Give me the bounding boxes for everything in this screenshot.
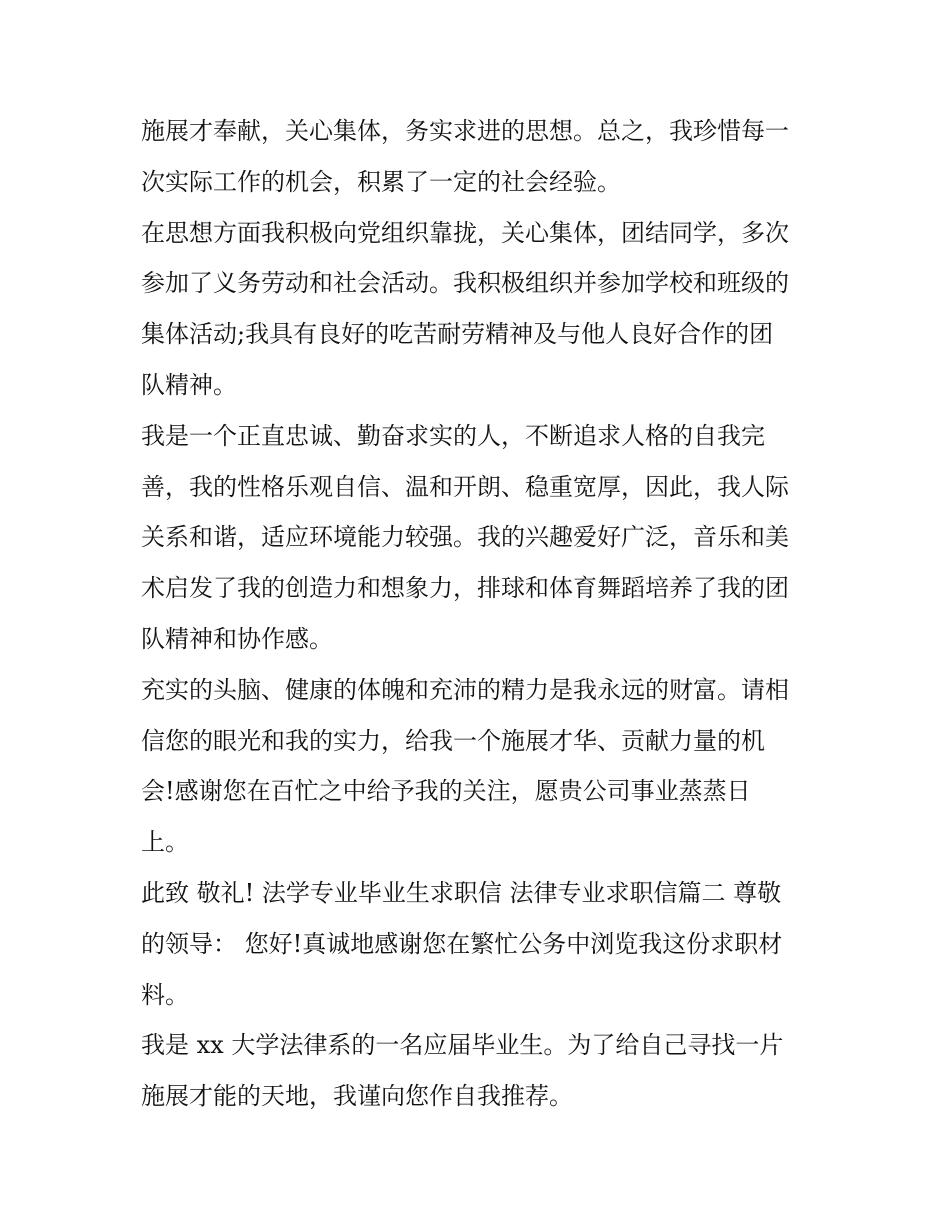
text-line: 队精神。	[141, 370, 237, 399]
text-line: 参加了义务劳动和社会活动。我积极组织并参加学校和班级的	[141, 269, 789, 298]
paragraph-4	[141, 665, 821, 868]
text-line: 集体活动;我具有良好的吃苦耐劳精神及与他人良好合作的团	[141, 320, 774, 349]
paragraph-6	[141, 1020, 821, 1122]
text-line: 队精神和协作感。	[141, 624, 333, 653]
text-line: 关系和谐，适应环境能力较强。我的兴趣爱好广泛，音乐和美	[141, 523, 789, 552]
text-line: 上。	[141, 828, 189, 857]
text-line: 术启发了我的创造力和想象力，排球和体育舞蹈培养了我的团	[141, 574, 789, 603]
paragraph-3	[141, 411, 821, 665]
text-line: 善，我的性格乐观自信、温和开朗、稳重宽厚，因此，我人际	[141, 472, 789, 501]
text-line: 我是一个正直忠诚、勤奋求实的人，不断追求人格的自我完	[141, 421, 765, 450]
document-body	[141, 106, 821, 1122]
text-line: 会!感谢您在百忙之中给予我的关注，愿贵公司事业蒸蒸日	[141, 777, 751, 806]
text-line: 在思想方面我积极向党组织靠拢，关心集体，团结同学，多次	[141, 218, 789, 247]
text-line: 施展才奉献，关心集体，务实求进的思想。总之，我珍惜每一	[141, 117, 789, 145]
text-line: 充实的头脑、健康的体魄和充沛的精力是我永远的财富。请相	[141, 675, 789, 704]
text-line: 我是 xx 大学法律系的一名应届毕业生。为了给自己寻找一片	[141, 1031, 784, 1060]
text-line: 的领导： 您好!真诚地感谢您在繁忙公务中浏览我这份求职材	[141, 929, 783, 958]
text-line: 料。	[141, 980, 189, 1009]
text-line: 次实际工作的机会，积累了一定的社会经验。	[141, 167, 621, 196]
text-line: 此致 敬礼! 法学专业毕业生求职信 法律专业求职信篇二 尊敬	[141, 878, 782, 907]
paragraph-1	[141, 106, 821, 208]
paragraph-2	[141, 208, 821, 411]
text-line: 施展才能的天地，我谨向您作自我推荐。	[141, 1082, 573, 1111]
text-line: 信您的眼光和我的实力，给我一个施展才华、贡献力量的机	[141, 726, 765, 755]
paragraph-5	[141, 868, 821, 1020]
